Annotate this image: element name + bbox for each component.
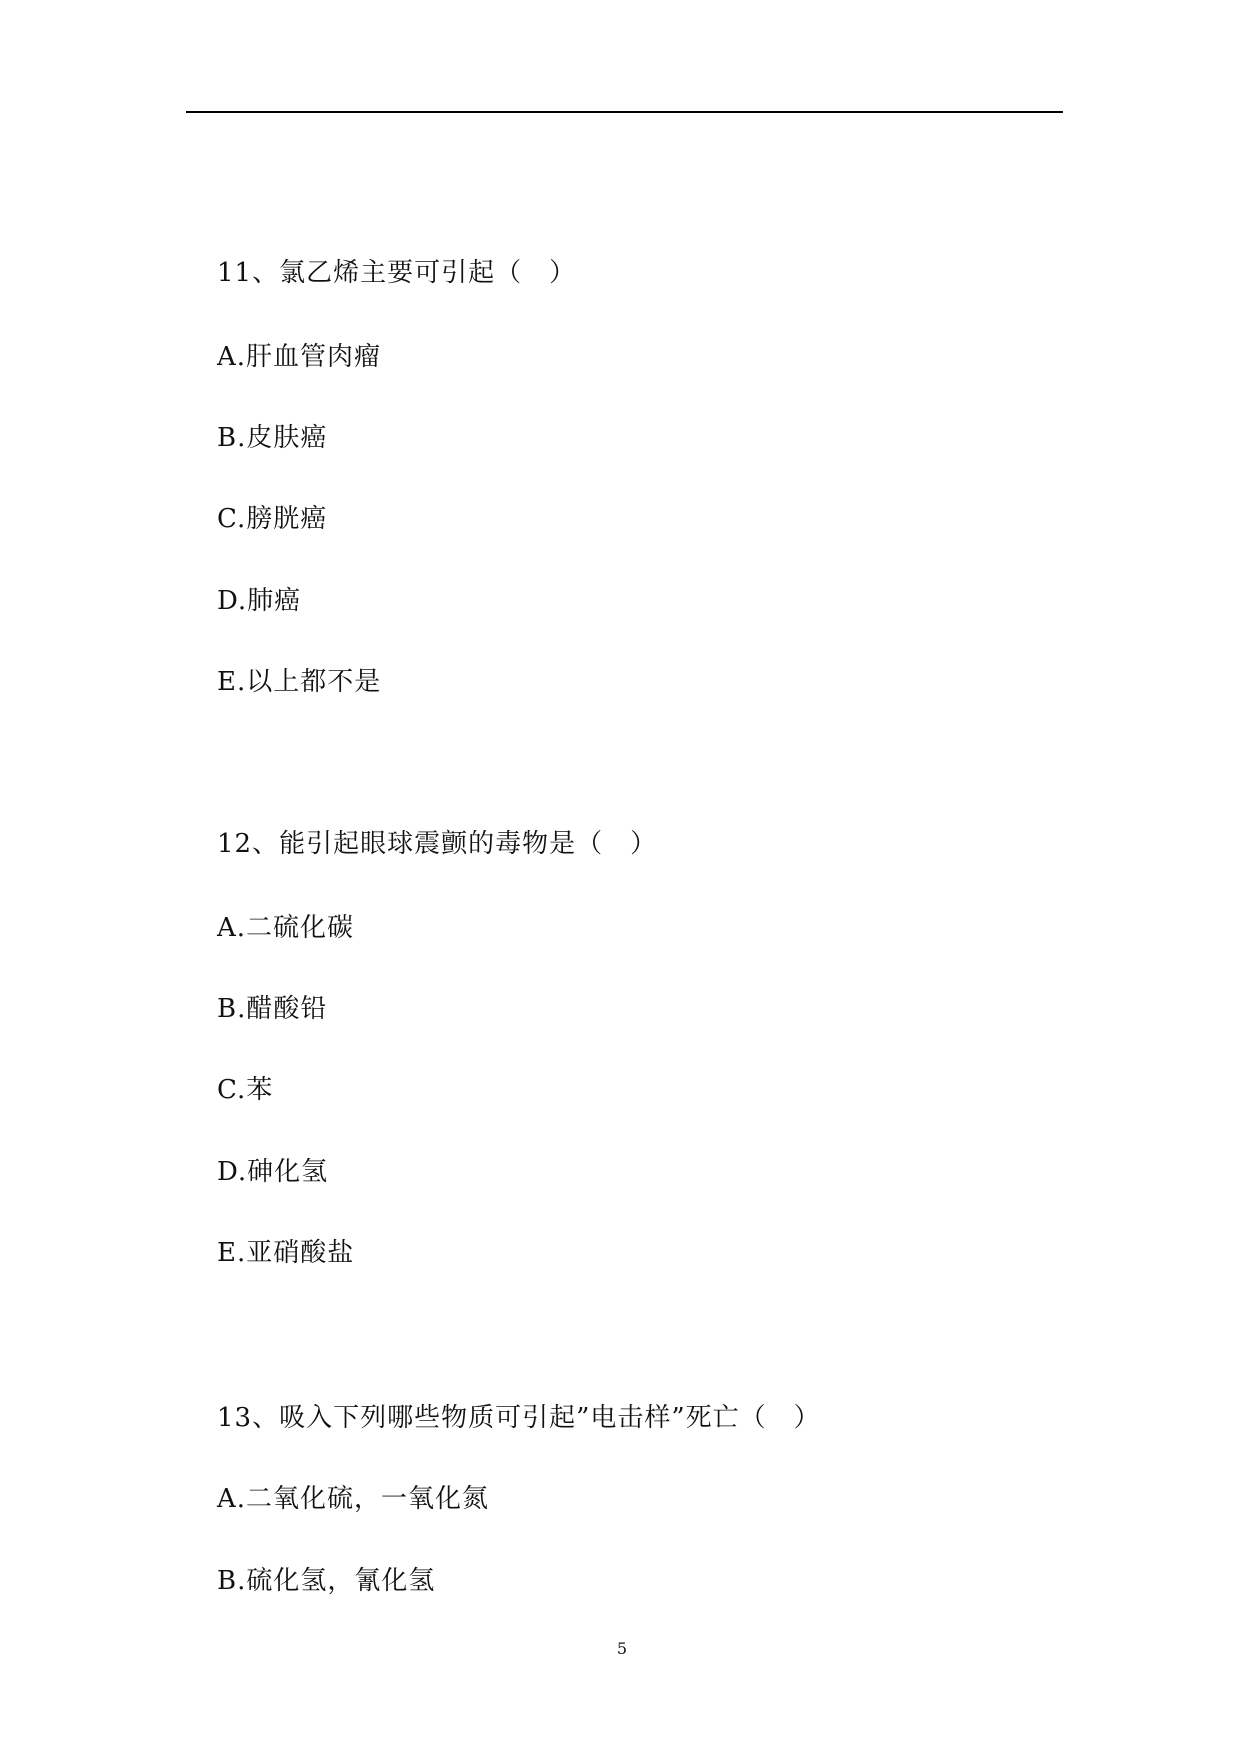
option-e: E.亚硝酸盐 bbox=[217, 1238, 355, 1268]
question-stem: 12、能引起眼球震颤的毒物是（ ） bbox=[217, 829, 658, 859]
question-stem: 13、吸入下列哪些物质可引起”电击样”死亡（ ） bbox=[217, 1403, 821, 1433]
page-number: 5 bbox=[616, 1639, 628, 1658]
option-b: B.皮肤癌 bbox=[217, 423, 328, 453]
option-b: B.硫化氢，氰化氢 bbox=[217, 1566, 436, 1596]
option-d: D.肺癌 bbox=[217, 586, 302, 616]
option-a: A.二氧化硫，一氧化氮 bbox=[217, 1484, 490, 1514]
option-c: C.膀胱癌 bbox=[217, 504, 328, 534]
option-a: A.肝血管肉瘤 bbox=[217, 342, 382, 372]
option-e: E.以上都不是 bbox=[217, 667, 382, 697]
option-a: A.二硫化碳 bbox=[217, 913, 355, 943]
option-b: B.醋酸铅 bbox=[217, 994, 328, 1024]
option-d: D.砷化氢 bbox=[217, 1157, 329, 1187]
header-rule bbox=[186, 111, 1063, 113]
option-c: C.苯 bbox=[217, 1075, 274, 1105]
question-stem: 11、氯乙烯主要可引起（ ） bbox=[217, 258, 577, 288]
